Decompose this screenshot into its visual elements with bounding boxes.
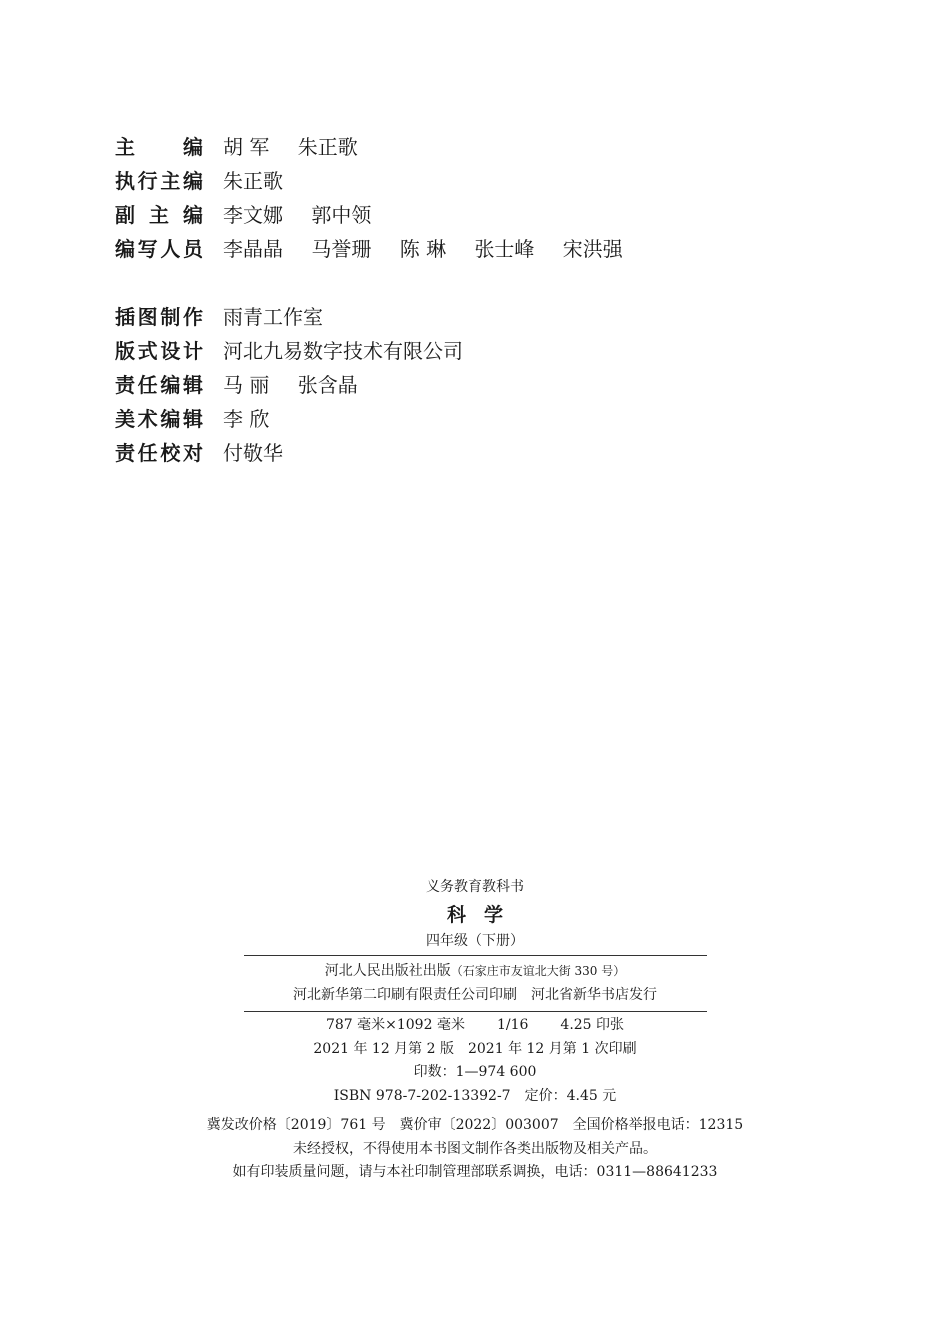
credit-names: [223, 403, 291, 432]
credit-names: [223, 335, 485, 364]
credit-label-char: 责: [115, 440, 135, 465]
credit-label-char: 辑: [182, 406, 203, 431]
credit-label: [115, 301, 203, 330]
credit-name: 马誉珊: [311, 236, 372, 261]
credit-label-char: 校: [160, 440, 181, 465]
book-title: 科学: [446, 903, 521, 926]
credit-label-char: 执: [115, 168, 135, 193]
credit-name: 陈 琳: [399, 236, 447, 261]
credit-row: [115, 298, 645, 332]
credit-name: 马 丽: [223, 372, 270, 397]
credit-names: [223, 233, 645, 262]
credit-label: [115, 369, 203, 398]
publisher: 河北人民出版社出版: [324, 963, 451, 979]
publisher-block: [195, 958, 755, 1009]
credit-name: 宋洪强: [562, 236, 623, 261]
credit-label-char: 编: [160, 406, 181, 431]
credit-label-char: 插: [115, 304, 135, 329]
credit-label-char: 编: [183, 134, 203, 159]
credit-name: 付敬华: [223, 440, 283, 465]
credit-name: 朱正歌: [223, 168, 283, 193]
credit-names: [223, 369, 380, 398]
contact-notice: 如有印装质量问题，请与本社印制管理部联系调换，电话：0311—88641233: [232, 1164, 718, 1180]
credit-label-char: 编: [115, 236, 135, 261]
credit-row: [115, 400, 645, 434]
credit-label-char: 主: [160, 168, 181, 193]
credit-label-char: 编: [182, 168, 203, 193]
series-name: 义务教育教科书: [426, 879, 524, 895]
credit-name: 李 欣: [223, 406, 270, 431]
credit-label: [115, 199, 203, 228]
credit-row: [115, 196, 645, 230]
credit-names: [223, 165, 305, 194]
sheet-size: 1/16: [496, 1017, 529, 1033]
credit-label-char: 作: [182, 304, 203, 329]
printer-distributor: 河北新华第二印刷有限责任公司印刷 河北省新华书店发行: [293, 986, 657, 1003]
credit-label-char: 版: [115, 338, 135, 363]
credit-label-char: 主: [149, 202, 169, 227]
credit-name: 张士峰: [474, 236, 535, 261]
credit-name: 雨青工作室: [223, 304, 323, 329]
credit-row: [115, 230, 645, 264]
credit-label-char: 编: [183, 202, 203, 227]
credit-label-char: 计: [182, 338, 203, 363]
credit-label-char: 责: [115, 372, 135, 397]
credit-names: [223, 131, 380, 160]
credit-name: 河北九易数字技术有限公司: [223, 338, 463, 363]
spacer: [115, 264, 645, 298]
divider: [244, 1011, 707, 1012]
credit-names: [223, 301, 345, 330]
credit-name: 胡 军: [223, 134, 270, 159]
credit-label-char: 编: [160, 372, 181, 397]
credit-label-char: 副: [115, 202, 135, 227]
isbn-price: ISBN 978-7-202-13392-7 定价：4.45 元: [333, 1087, 617, 1104]
imprint-block: [195, 876, 755, 1185]
edition-info: 2021 年 12 月第 2 版 2021 年 12 月第 1 次印刷: [313, 1040, 637, 1057]
credit-label: [115, 437, 203, 466]
credit-label-char: 术: [137, 406, 158, 431]
credit-row: [115, 128, 645, 162]
credit-label-char: 员: [182, 236, 203, 261]
credit-label-char: 主: [115, 134, 135, 159]
credit-label-char: 图: [137, 304, 158, 329]
credit-label-char: 写: [137, 236, 158, 261]
credit-label-char: 任: [137, 372, 158, 397]
publisher-address: （石家庄市友谊北大街 330 号）: [450, 964, 626, 978]
credit-label: [115, 335, 203, 364]
credit-name: 郭中领: [311, 202, 372, 227]
copyright-notice: 未经授权，不得使用本书图文制作各类出版物及相关产品。: [293, 1140, 657, 1157]
credit-label: [115, 233, 203, 262]
format-specs: [195, 1014, 755, 1038]
credits-block: [115, 128, 645, 468]
credit-name: 朱正歌: [297, 134, 358, 159]
credit-name: 李晶晶: [223, 236, 283, 261]
credit-label-char: 辑: [182, 372, 203, 397]
credit-label: [115, 403, 203, 432]
credit-label-char: 对: [182, 440, 203, 465]
credit-label: [115, 165, 203, 194]
print-run: 印数：1—974 600: [413, 1064, 537, 1080]
credit-label-char: 行: [137, 168, 158, 193]
paper-format: 787 毫米×1092 毫米: [325, 1017, 465, 1033]
printed-sheets: 4.25 印张: [560, 1017, 625, 1033]
credit-label: [115, 131, 203, 160]
divider: [244, 955, 707, 956]
credit-row: [115, 366, 645, 400]
credit-label-char: 制: [160, 304, 181, 329]
credit-label-char: 人: [160, 236, 181, 261]
credit-label-char: 设: [160, 338, 181, 363]
credit-names: [223, 437, 305, 466]
credit-row: [115, 162, 645, 196]
price-approval: 冀发改价格〔2019〕761 号 冀价审〔2022〕003007 全国价格举报电话：12315: [206, 1117, 744, 1133]
credit-label-char: 美: [115, 406, 135, 431]
credit-names: [223, 199, 393, 228]
credit-name: 张含晶: [297, 372, 358, 397]
credit-label-char: 任: [137, 440, 158, 465]
grade-volume: 四年级（下册）: [426, 932, 524, 949]
credit-label-char: 式: [137, 338, 158, 363]
credit-row: [115, 434, 645, 468]
credit-row: [115, 332, 645, 366]
credit-name: 李文娜: [223, 202, 283, 227]
